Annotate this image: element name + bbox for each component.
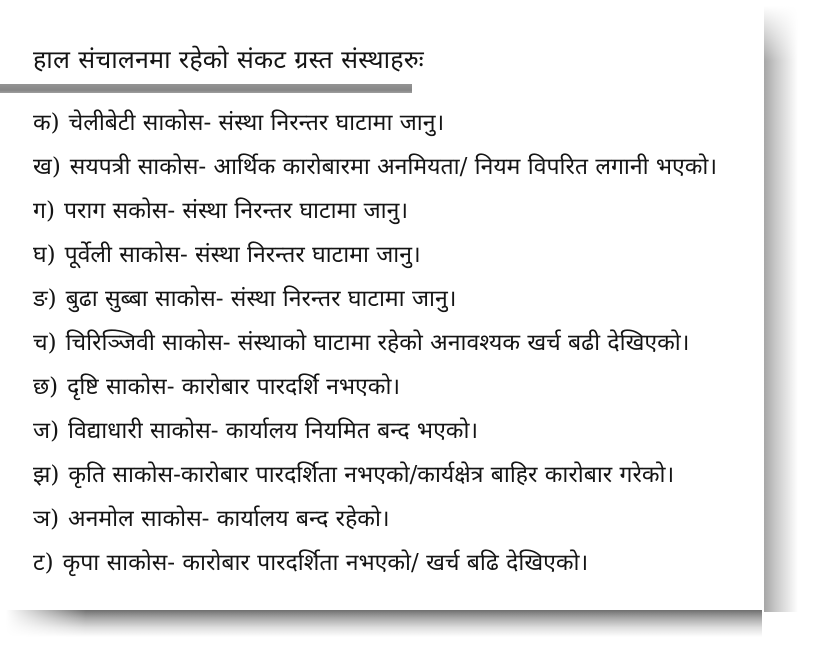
list-item [33, 363, 753, 407]
list-item [33, 495, 753, 539]
list-item [33, 407, 753, 451]
list-item-text: सयपत्री साकोस- आर्थिक कारोबारमा अनमियता/ नियम विपरित लगानी भएको। [69, 154, 718, 180]
heading-underline-rule [0, 84, 412, 93]
list-item [33, 451, 753, 495]
list-item-text: बुढा सुब्बा साकोस- संस्था निरन्तर घाटामा जानु। [65, 286, 457, 312]
list-item-text: विद्याधारी साकोस- कार्यालय नियमित बन्द भएको। [68, 418, 479, 444]
list-item-label: क) [33, 110, 60, 136]
list-item-label: छ) [33, 374, 59, 400]
list-item-text: पराग सकोस- संस्था निरन्तर घाटामा जानु। [63, 198, 409, 224]
list-item-label: ङ) [33, 286, 57, 312]
list-item-label: च) [33, 330, 57, 356]
list-item-text: पूर्वेली साकोस- संस्था निरन्तर घाटामा जानु। [64, 242, 421, 268]
list-item-text: कृपा साकोस- कारोबार पारदर्शिता नभएको/ खर्च बढि देखिएको। [62, 550, 589, 576]
list-item-label: ज) [33, 418, 60, 444]
list-item [33, 539, 753, 583]
list-item [33, 231, 753, 275]
list-item-text: कृति साकोस-कारोबार पारदर्शिता नभएको/कार्यक्षेत्र बाहिर कारोबार गरेको। [68, 462, 675, 488]
list-item [33, 99, 753, 143]
list-item [33, 275, 753, 319]
crisis-institutions-list [33, 99, 753, 583]
list-item-text: अनमोल साकोस- कार्यालय बन्द रहेको। [68, 506, 390, 532]
list-item-label: ग) [33, 198, 55, 224]
page-title: हाल संचालनमा रहेको संकट ग्रस्त संस्थाहरुः [33, 45, 424, 74]
list-item-label: ट) [33, 550, 54, 576]
list-item-label: घ) [33, 242, 56, 268]
list-item-text: दृष्टि साकोस- कारोबार पारदर्शि नभएको। [67, 374, 401, 400]
list-item-label: ख) [33, 154, 61, 180]
list-item-label: झ) [33, 462, 60, 488]
list-item-label: ञ) [33, 506, 60, 532]
list-item-text: चेलीबेटी साकोस- संस्था निरन्तर घाटामा जानु। [68, 110, 445, 136]
list-item [33, 187, 753, 231]
page-shadow-right [764, 6, 798, 612]
list-item [33, 143, 753, 187]
list-item [33, 319, 753, 363]
page-shadow-bottom [6, 610, 762, 637]
list-item-text: चिरिञ्जिवी साकोस- संस्थाको घाटामा रहेको अनावश्यक खर्च बढी देखिएको। [65, 330, 690, 356]
